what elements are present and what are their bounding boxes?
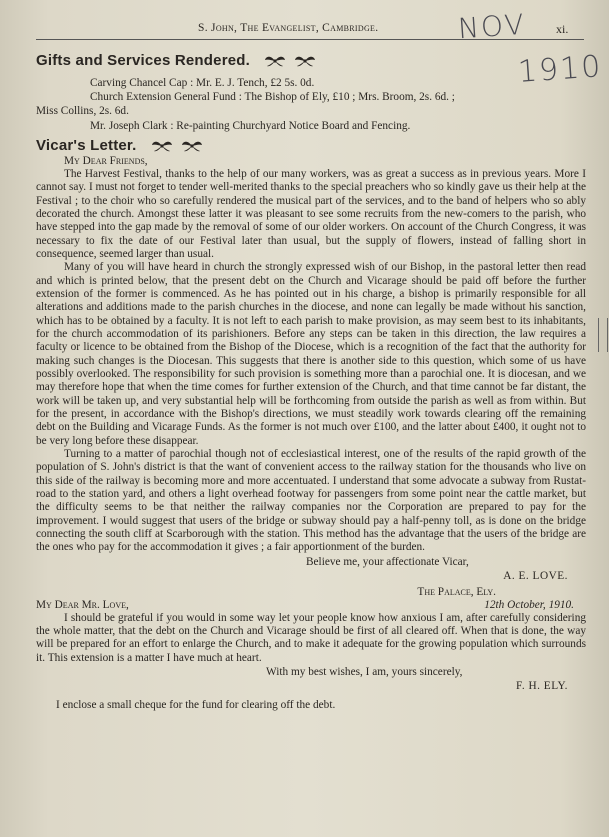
gift-item: Church Extension General Fund : The Bishop of Ely, £10 ; Mrs. Broom, 2s. 6d. ; <box>90 91 455 104</box>
gifts-section-title <box>36 52 586 70</box>
bishop-closing: With my best wishes, I am, yours sincerely, <box>266 666 463 679</box>
gift-item: Carving Chancel Cap : Mr. E. J. Tench, £2 5s. 0d. <box>90 77 315 89</box>
gift-item: Mr. Joseph Clark : Re-painting Churchyard Notice Board and Fencing. <box>90 119 411 132</box>
gifts-list <box>36 76 586 133</box>
vicar-salutation: My Dear Friends, <box>64 154 148 167</box>
margin-mark <box>598 318 608 352</box>
vicar-paragraph: The Harvest Festival, thanks to the help of our many workers, was as great a success as in previous years. More I cannot say. I must not forget to tender well-merited thanks to the special preachers who so kindly gave us their help at the Festival ; to the choir who so carefully rendered the musical part of the services, and to the band of helpers who so ably decorated the church. Amongst these latter it was pleasant to see some recruits from the new-comers to the parish, who have stepped into the gap made by the removal of some of our older workers. On account of the Church Congress, it was necessary to fix the date of our Festival later than usual, but the supply of flowers, instead of falling short in consequence, seemed larger than usual. <box>36 167 586 260</box>
bishop-postscript: I enclose a small cheque for the fund for clearing off the debt. <box>56 699 336 712</box>
vicar-signature: A. E. LOVE. <box>503 569 568 582</box>
bishop-salutation-row <box>36 599 586 612</box>
vicar-paragraph: Many of you will have heard in church the strongly expressed wish of our Bishop, in the pastoral letter then read and which is printed below, that the present debt on the Church and Vicarage should be paid off before the further extension of the former is commenced. As he has pointed out in his charge, a bishop is primarily responsible for all alterations and additions made to the parish churches in the diocese, and none can legally be made without his sanction, which has to be obtained by a faculty. It is not left to each parish to make provision, as may seem best to its inhabitants, for the church accommodation of its parishioners. Before any steps can be taken in this direction, the law requires a faculty or licence to be obtained from the Bishop of the Diocese, which is a recognition of the fact that the authority for making such changes is the Diocesan. This suggests that there is another side to this question, which some of us have possibly overlooked. The responsibility for such provision is something more than a parochial one. It is diocesan, and we may therefore hope that when the time comes for further extension of the Church, and that time cannot be far distant, the work will be taken up, and very substantial help will be forthcoming from outside the parish as well as from within. But for the present, in accordance with the Bishop's directions, we must steadily work towards clearing off the remaining debt on the Building and Vicarage Funds. As the former is not much over £100, and the latter about £400, it ought not to be very long before these disappear. <box>36 261 586 447</box>
leaf-ornament-icon <box>151 139 173 153</box>
leaf-ornament-icon <box>181 139 203 153</box>
vicar-closing: Believe me, your affectionate Vicar, <box>306 555 469 568</box>
bishop-address: The Palace, Ely. <box>417 585 496 598</box>
vicar-title-text: Vicar's Letter. <box>36 136 137 154</box>
page-number: xi. <box>556 22 569 36</box>
running-head: S. John, The Evangelist, Cambridge. <box>198 22 379 34</box>
bishop-paragraph: I should be grateful if you would in some way let your people know how anxious I am, after carefully considering the whole matter, that the debt on the Church and Vicarage should be first of all cleared off. When that is done, the way will be prepared for an effort to enlarge the Church, and to make it adequate for the growing population which surrounds it. This extension is a matter I have much at heart. <box>36 611 586 664</box>
vicar-letter-title <box>36 137 586 155</box>
gifts-title-text: Gifts and Services Rendered. <box>36 52 251 69</box>
page-content <box>36 52 586 712</box>
handwritten-month: NOV <box>456 7 527 46</box>
vicar-paragraph: Turning to a matter of parochial though not of ecclesiastical interest, one of the results of the rapid growth of the population of S. John's district is that the want of convenient access to the railway station for the thousands who live on this side of the railway is becoming more and more accentuated. I understand that some advocate a subway from Rustat-road to the station yard, and others a light overhead footway for passengers from some point near the cattle market, but the difficulty seems to be that neither the railway companies nor the Corporation are prepared to pay for the improvement. I would suggest that users of the bridge or subway should pay a half-penny toll, as is done on the bridge connecting the south cliff at Scarborough with the station. This method has the advantage that the users of the bridge are the ones who pay for the accommodation it gives ; a fair apportionment of the burden. <box>36 448 586 554</box>
bishop-salutation: My Dear Mr. Love, <box>36 598 129 611</box>
leaf-ornament-icon <box>264 54 286 68</box>
leaf-ornament-icon <box>294 54 316 68</box>
gift-item: Miss Collins, 2s. 6d. <box>36 105 129 118</box>
bishop-date: 12th October, 1910. <box>484 598 574 611</box>
bishop-signature: F. H. ELY. <box>515 680 568 693</box>
handwritten-year: 1910 <box>516 49 604 90</box>
